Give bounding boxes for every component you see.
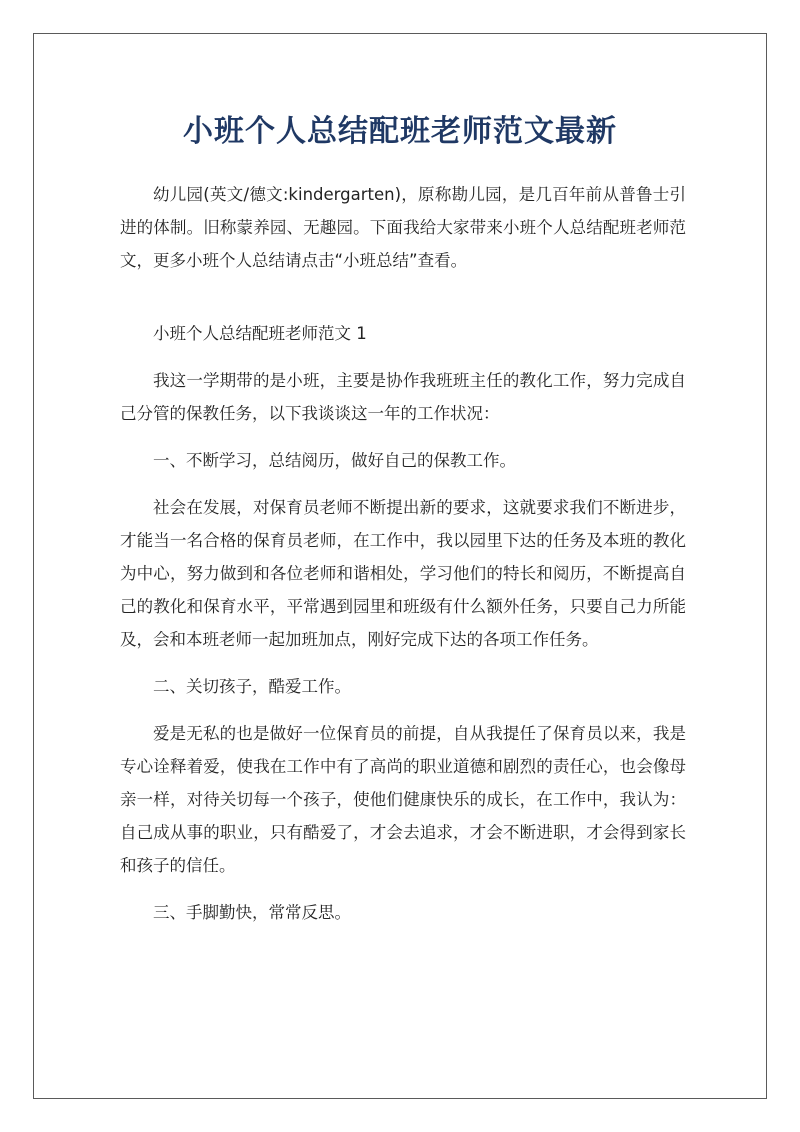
paragraph: 爱是无私的也是做好一位保育员的前提，自从我提任了保育员以来，我是专心诠释着爱，使我在工作中有了高尚的职业道德和剧烈的责任心，也会像母亲一样，对待关切每一个孩子，使他们健康快乐的成长，在工作中，我认为：自己成从事的职业，只有酷爱了，才会去追求，才会不断进职，才会得到家长和孩子的信任。 (120, 724, 686, 875)
document-title: 小班个人总结配班老师范文最新 (183, 114, 617, 149)
intro-paragraph: 幼儿园(英文/德文:kindergarten)，原称勘儿园，是几百年前从普鲁士引进的体制。旧称蒙养园、无趣园。下面我给大家带来小班个人总结配班老师范文，更多小班个人总结请点击“小班总结”查看。 (120, 185, 686, 270)
document-body (120, 178, 686, 943)
section-heading: 小班个人总结配班老师范文 1 (153, 324, 367, 343)
subheading-3: 三、手脚勤快，常常反思。 (153, 903, 351, 922)
subheading-2: 二、关切孩子，酷爱工作。 (153, 677, 351, 696)
paragraph: 社会在发展，对保育员老师不断提出新的要求，这就要求我们不断进步，才能当一名合格的保育员老师，在工作中，我以园里下达的任务及本班的教化为中心，努力做到和各位老师和谐相处，学习他们的特长和阅历，不断提高自己的教化和保育水平，平常遇到园里和班级有什么额外任务，只要自己力所能及，会和本班老师一起加班加点，刚好完成下达的各项工作任务。 (120, 498, 686, 649)
paragraph: 我这一学期带的是小班，主要是协作我班班主任的教化工作，努力完成自己分管的保教任务，以下我谈谈这一年的工作状况： (120, 371, 686, 423)
subheading-1: 一、不断学习，总结阅历，做好自己的保教工作。 (153, 451, 516, 470)
